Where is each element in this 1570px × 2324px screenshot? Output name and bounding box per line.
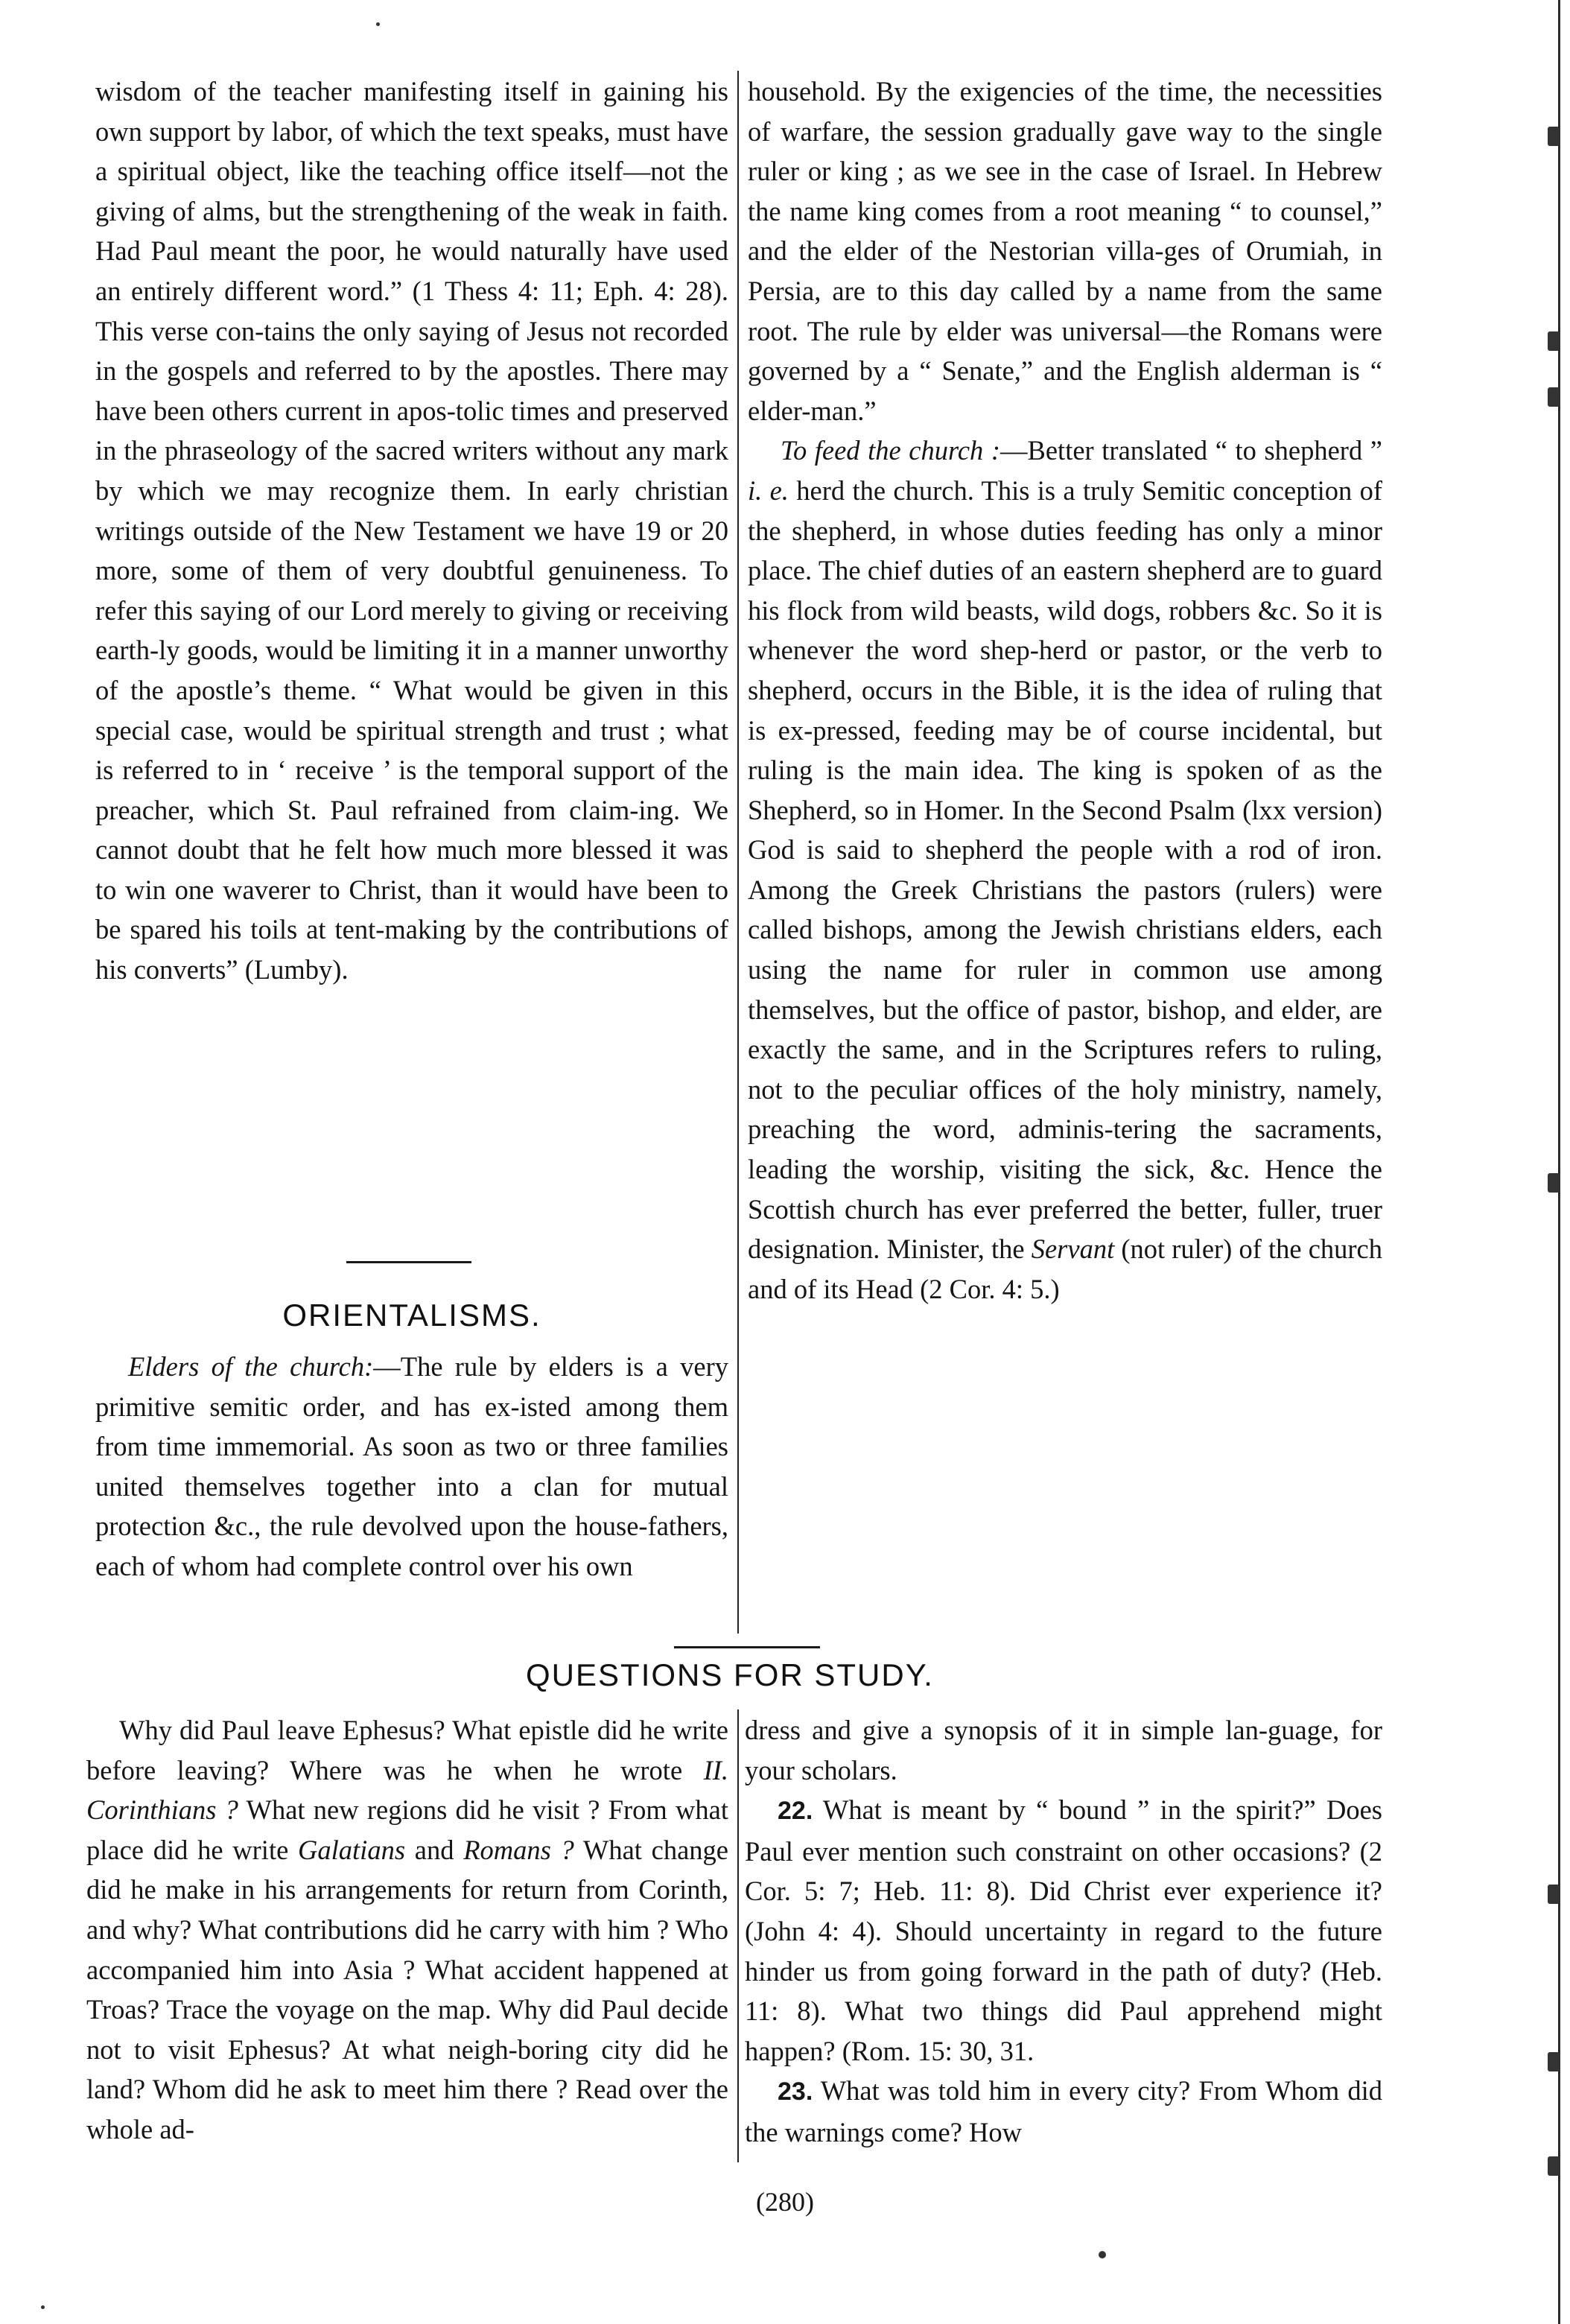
- edge-mark: [1548, 331, 1560, 351]
- household-paragraph: household. By the exigencies of the time, the necessities of warfare, the session gradually gave way to the single ruler or king ; as we see in the case of Israel. In Hebrew the name king comes from a root meaning “ to counsel,” and the elder of the Nestorian villa-ges of Orumiah, in Persia, are to this day called by a name from the same root. The rule by elder was universal—the Romans were governed by a “ Senate,” and the English alderman is “ elder-man.”: [748, 76, 1382, 426]
- column-rule-bottom: [737, 1709, 739, 2162]
- question-23-number: 23.: [778, 2077, 813, 2106]
- questions-left-paragraph: Why did Paul leave Ephesus? What epistle did he write before leaving? Where was he when he wrote II. Corinthians ? What new regions did he visit ? From what place did he write Galatians and Romans ? What change did he make in his arrangements for return from Corinth, and why? What contributions did he carry with him ? Who accompanied him into Asia ? What accident happened at Troas? Trace the voyage on the map. Why did Paul decide not to visit Ephesus? At what neigh-boring city did he land? Whom did he ask to meet him there ? Read over the whole ad-: [86, 1715, 728, 2144]
- scan-speck: [376, 22, 380, 26]
- elders-label: Elders of the church:: [128, 1351, 374, 1382]
- edge-mark: [1548, 127, 1560, 146]
- elders-text: —The rule by elders is a very primitive semitic order, and has ex-isted among them from time immemorial. As soon as two or three families united themselves together into a clan for mutual protection &c., the rule devolved upon the house-fathers, each of whom had complete control over his own: [95, 1351, 729, 1581]
- servant-word: Servant: [1031, 1234, 1115, 1265]
- top-left-column: [95, 72, 728, 990]
- top-right-column: [748, 72, 1382, 1309]
- scan-speck: [41, 2305, 45, 2309]
- column-rule-top: [737, 71, 739, 1634]
- edge-mark: [1548, 2052, 1560, 2071]
- questions-heading: QUESTIONS FOR STUDY.: [526, 1657, 934, 1692]
- commentary-paragraph: wisdom of the teacher manifesting itself in gaining his own support by labor, of which the text speaks, must have a spiritual object, like the teaching office itself—not the giving of alms, but the strengthening of the weak in faith. Had Paul meant the poor, he would naturally have used an entirely different word.” (1 Thess 4: 11; Eph. 4: 28). This verse con-tains the only saying of Jesus not recorded in the gospels and referred to by the apostles. There may have been others current in apos-tolic times and preserved in the phraseology of the sacred writers without any mark by which we may recognize them. In early christian writings outside of the New Testament we have 19 or 20 more, some of them of very doubtful genuineness. To refer this saying of our Lord merely to giving or receiving earth-ly goods, would be limiting it in a manner unworthy of the apostle’s theme. “ What would be given in this special case, would be spiritual strength and trust ; what is referred to in ‘ receive ’ is the temporal support of the preacher, which St. Paul refrained from claim-ing. We cannot doubt that he felt how much more blessed it was to win one waverer to Christ, than it would have been to be spared his toils at tent-making by the contributions of his converts” (Lumby).: [95, 76, 728, 985]
- edge-mark: [1548, 387, 1560, 407]
- scan-speck: [1099, 2251, 1106, 2258]
- feed-paragraph: To feed the church :—Better translated “ to shepherd ” i. e. herd the church. This is a truly Semitic conception of the shepherd, in whose duties feeding has only a minor place. The chief duties of an eastern shepherd are to guard his flock from wild beasts, wild dogs, robbers &c. So it is whenever the word shep-herd or pastor, or the verb to shepherd, occurs in the Bible, it is the idea of ruling that is ex-pressed, feeding may be of course incidental, but ruling is the main idea. The king is spoken of as the Shepherd, so in Homer. In the Second Psalm (lxx version) God is said to shepherd the people with a rod of iron. Among the Greek Christians the pastors (rulers) were called bishops, among the Jewish christians elders, each using the name for ruler in common use among themselves, but the office of pastor, bishop, and elder, are exactly the same, and in the Scriptures refers to ruling, not to the peculiar offices of the holy ministry, namely, preaching the word, adminis-tering the sacraments, leading the worship, visiting the sick, &c. Hence the Scottish church has ever preferred the better, fuller, truer designation. Minister, the Servant (not ruler) of the church and of its Head (2 Cor. 4: 5.): [748, 435, 1383, 1304]
- question-23: 23. What was told him in every city? From Whom did the warnings come? How: [745, 2075, 1382, 2147]
- orientalisms-column: [95, 1347, 728, 1587]
- orientalisms-heading: ORIENTALISMS.: [282, 1298, 541, 1333]
- questions-left-column: [86, 1710, 728, 2150]
- edge-mark: [1548, 1173, 1560, 1193]
- questions-right-column: [745, 1710, 1382, 2153]
- page-number: (280): [756, 2187, 814, 2217]
- question-22: 22. What is meant by “ bound ” in the spirit?” Does Paul ever mention such constraint on other occasions? (2 Cor. 5: 7; Heb. 11: 8). Did Christ ever experience it? (John 4: 4). Should uncertainty in regard to the future hinder us from going forward in the path of duty? (Heb. 11: 8). What two things did Paul apprehend might happen? (Rom. 15: 30, 31.: [745, 1794, 1382, 2066]
- question-22-number: 22.: [778, 1797, 813, 1826]
- questions-right-intro: dress and give a synopsis of it in simple lan-guage, for your scholars.: [745, 1715, 1382, 1785]
- section-divider: [346, 1261, 471, 1263]
- elders-paragraph: [95, 1347, 728, 1587]
- feed-label: To feed the church :: [781, 435, 1001, 466]
- edge-mark: [1548, 2156, 1560, 2176]
- questions-divider: [674, 1646, 820, 1648]
- edge-mark: [1548, 1885, 1560, 1904]
